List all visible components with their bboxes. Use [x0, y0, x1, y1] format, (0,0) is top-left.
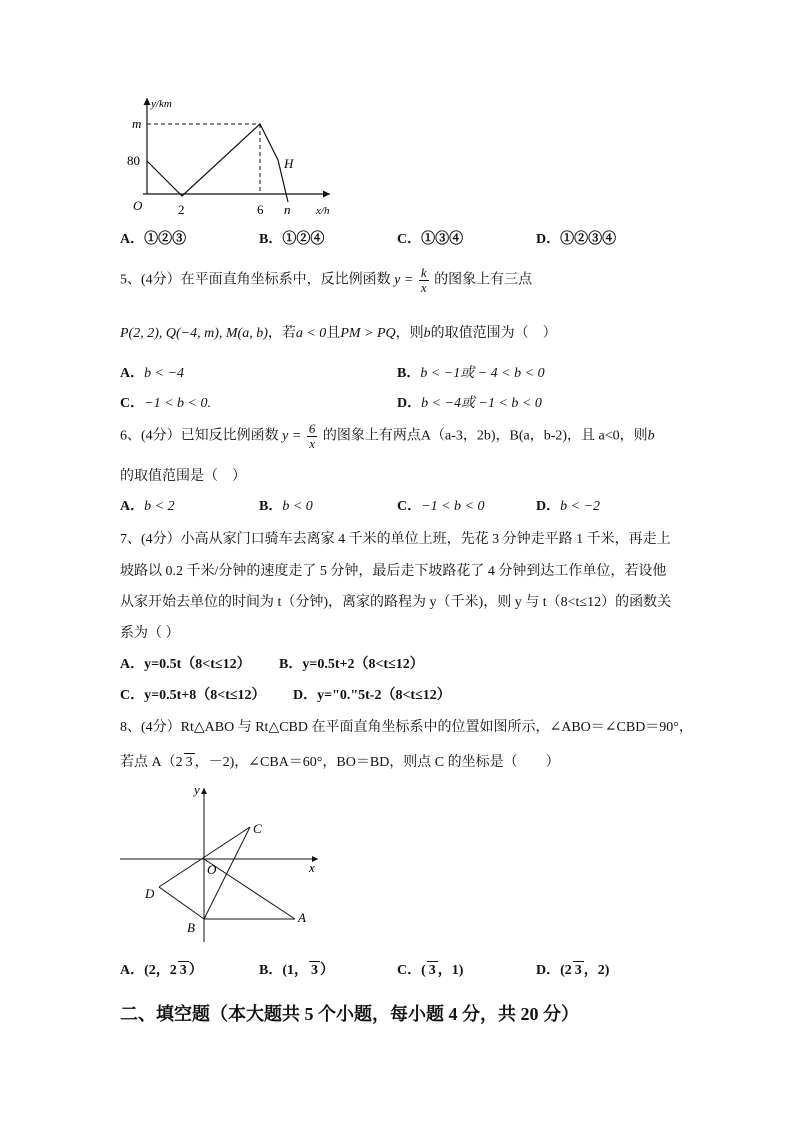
q4-option-d[interactable]: D．①②③④	[536, 232, 617, 247]
q8-line2: 若点 A（2 3 ，－2)，∠CBA＝60°，BO＝BD，则点 C 的坐标是（ ）	[120, 755, 560, 770]
q5-option-c[interactable]: C．−1 < b < 0.	[120, 396, 211, 411]
q6-fraction: $\frac{6}{x}$	[308, 421, 316, 451]
line-OA	[204, 859, 295, 919]
q4-option-b[interactable]: B．①②④	[259, 232, 325, 247]
q8-option-c[interactable]: C．( 3 ，1)	[397, 963, 464, 978]
label-C: C	[253, 821, 262, 836]
label-H: H	[284, 156, 294, 171]
q7-line2: 坡路以 0.2 千米/分钟的速度走了 5 分钟，最后走下坡路花了 4 分钟到达工作单位，若设他	[120, 564, 667, 579]
label-O: O	[207, 862, 217, 877]
q5-option-b[interactable]: B．b < −1或 − 4 < b < 0	[397, 366, 545, 381]
q7-line3: 从家开始去单位的时间为 t（分钟)，离家的路程为 y（千米)，则 y 与 t（8<t≤12）的函数关	[120, 595, 672, 610]
q6-stem: 6、(4分）已知反比例函数 y = $\frac{6}{x}$ 的图象上有两点A（a-3，2b)，B(a，b-2)，且 a<0，则b	[120, 421, 655, 451]
q5-stem	[120, 266, 532, 295]
q6-option-c[interactable]: C．−1 < b < 0	[397, 499, 485, 514]
label-m: m	[132, 116, 142, 131]
label-80: 80	[127, 153, 140, 168]
q5-func-lhs: y =	[394, 272, 414, 288]
distance-time-graph	[118, 92, 338, 222]
q5-option-a[interactable]: A．b < −4	[120, 366, 185, 381]
q4-option-a[interactable]: A．①②③	[120, 232, 187, 247]
label-n: n	[284, 202, 291, 217]
q6-option-d[interactable]: D．b < −2	[536, 499, 601, 514]
y-axis-label: y/km	[151, 98, 172, 110]
q6-option-b[interactable]: B．b < 0	[259, 499, 313, 514]
q8-option-d[interactable]: D．(2 3 ，2)	[536, 963, 610, 978]
q4-option-c[interactable]: C．①③④	[397, 232, 464, 247]
label-6: 6	[257, 202, 264, 217]
q7-option-c[interactable]: C．y=0.5t+8（8<t≤12）	[120, 688, 266, 703]
q7-option-a[interactable]: A．y=0.5t（8<t≤12）	[120, 657, 251, 672]
graph-line	[147, 124, 288, 202]
label-y: y	[194, 782, 200, 797]
q7-line1: 7、(4分）小高从家门口骑车去离家 4 千米的单位上班，先花 3 分钟走平路 1 千米，再走上	[120, 532, 671, 547]
label-2: 2	[178, 202, 185, 217]
q8-option-b[interactable]: B．(1， 3 ）	[259, 963, 334, 978]
line-DB	[159, 887, 204, 919]
q6-line2: 的取值范围是（ ）	[120, 469, 246, 484]
q5-line2: P(2, 2), Q(−4, m), M(a, b)，若a < 0且PM > PQ，则b的取值范围为（ ）	[120, 326, 557, 341]
section-title: 二、填空题（本大题共 5 个小题，每小题 4 分，共 20 分）	[120, 1004, 579, 1024]
q5-option-d[interactable]: D．b < −4或 −1 < b < 0	[397, 396, 542, 411]
q7-option-b[interactable]: B．y=0.5t+2（8<t≤12）	[279, 657, 424, 672]
q5-points: P(2, 2), Q(−4, m), M(a, b)	[120, 326, 268, 341]
q7-line4: 系为（ ）	[120, 626, 180, 641]
q6-option-a[interactable]: A．b < 2	[120, 499, 175, 514]
q8-line1: 8、(4分）Rt△ABO 与 Rt△CBD 在平面直角坐标系中的位置如图所示，∠ABO＝∠CBD＝90°，	[120, 720, 693, 735]
label-B: B	[187, 920, 195, 935]
q7-option-d[interactable]: D．y="0."5t-2（8<t≤12）	[293, 688, 451, 703]
q8-option-a[interactable]: A．(2，2 3 ）	[120, 963, 203, 978]
label-D: D	[145, 886, 155, 901]
x-axis-label: x/h	[316, 205, 330, 217]
label-A: A	[298, 910, 306, 925]
q5-fraction: $\frac{k}{x}$	[420, 265, 427, 295]
label-origin: O	[133, 198, 143, 213]
label-x: x	[309, 860, 315, 875]
q5-prefix: 5、(4分）在平面直角坐标系中，反比例函数	[120, 272, 391, 288]
triangle-diagram	[118, 780, 328, 950]
q5-suffix: 的图象上有三点	[434, 272, 533, 288]
